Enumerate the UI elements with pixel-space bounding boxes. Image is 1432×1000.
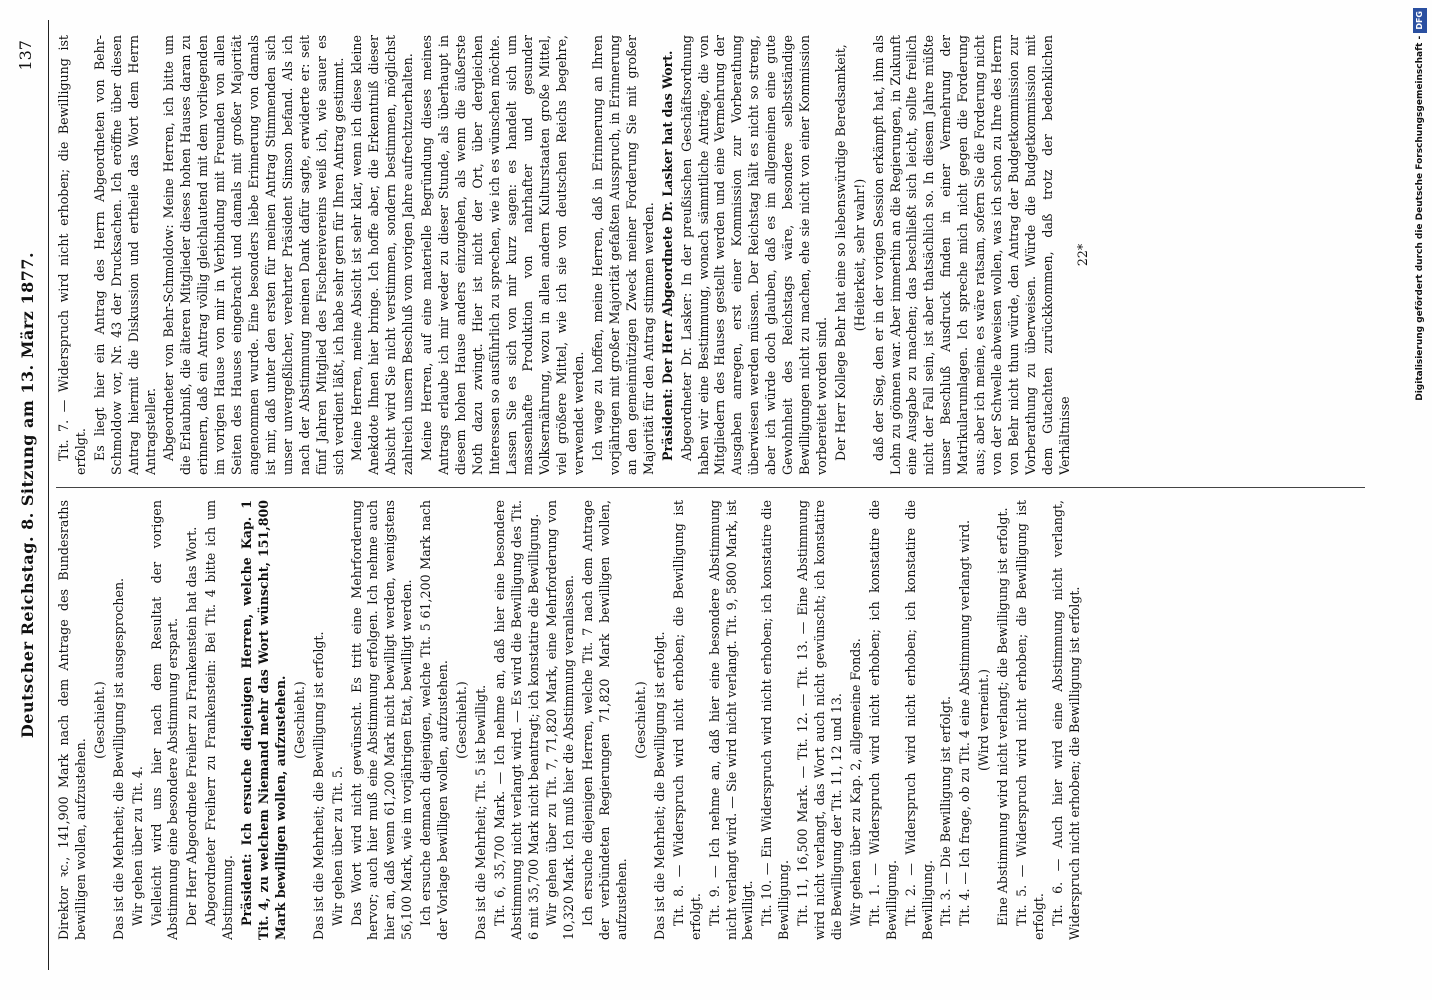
paragraph: Wir gehen über zu Tit. 7, 71,820 Mark, eine Mehrforderung von 10,320 Mark. Ich muß hier die Abstimmung veranlassen.: [544, 500, 577, 940]
paragraph: Das Wort wird nicht gewünscht. Es tritt eine Mehrforderung hervor; auch hier muß eine Abstimmung erfolgen. Ich nehme auch hier an, daß wenn 61,200 Mark nicht bewilligt werden, wenigstens 56,100 Mark, wie im vorjährigen Etat, bewilligt werden.: [348, 500, 415, 940]
paragraph: Tit. 7. — Widerspruch wird nicht erhoben; die Bewilligung ist erfolgt.: [56, 35, 88, 475]
paragraph: Tit. 8. — Widerspruch wird nicht erhoben; die Bewilligung ist erfolgt.: [670, 500, 703, 940]
page-header: [10, 20, 46, 970]
paragraph: 22*: [1075, 243, 1091, 267]
paragraph: Tit. 6. — Auch hier wird eine Abstimmung nicht verlangt, Widerspruch nicht erhoben; die Bewilligung ist erfolgt.: [1049, 500, 1082, 940]
text-columns: [56, 20, 1365, 940]
paragraph: Das ist die Mehrheit; die Bewilligung ist erfolgt.: [651, 631, 667, 940]
credit-text: Digitalisierung gefördert durch die Deutsche Forschungsgemeinschaft -: [1415, 35, 1425, 401]
paragraph: Präsident: Ich ersuche diejenigen Herren, welche Kap. 1 Tit. 4, zu welchem Niemand mehr das Wort wünscht, 151,800 Mark bewilligen wollen, aufzustehen.: [239, 500, 288, 940]
paragraph: (Heiterkeit, sehr wahr!): [851, 178, 867, 332]
paragraph: Eine Abstimmung wird nicht verlangt; die Bewilligung ist erfolgt.: [995, 507, 1011, 926]
paragraph: Tit. 9. — Ich nehme an, daß hier eine besondere Abstimmung nicht verlangt wird. — Sie wird nicht verlangt. Tit. 9, 5800 Mark, ist bewilligt.: [706, 500, 756, 940]
paragraph: Das ist die Mehrheit; Tit. 5 ist bewilligt.: [472, 684, 488, 940]
paragraph: Abgeordneter Dr. Lasker: In der preußischen Geschäftsordnung haben wir eine Bestimmung, wonach sämmtliche Anträge, die von Mitgliedern des Hauses gestellt werden und eine Vermehrung der Ausgaben anregen, erst einer Kommission zur Vorberathung überwiesen werden müssen. Der Reichstag hält es nicht so streng, aber ich würde doch glauben, daß es im allgemeinen eine gute Gewohnheit des Reichstags wäre, besondere selbstständige Bewilligungen nicht zu machen, ehe sie nicht von einer Kommission vorbereitet worden sind.: [678, 35, 829, 475]
side-credit-strip: [1407, 0, 1432, 1000]
header-rule: [48, 20, 49, 970]
paragraph: Tit. 6, 35,700 Mark. — Ich nehme an, daß hier eine besondere Abstimmung nicht verlangt wird. — Es wird die Bewilligung des Tit. 6 mit 35,700 Mark nicht beantragt; ich konstatire die Bewilligung.: [491, 500, 541, 940]
paragraph: Tit. 1. — Widerspruch wird nicht erhoben; ich konstatire die Bewilligung.: [866, 500, 899, 940]
paragraph: Ich wage zu hoffen, meine Herren, daß in Erinnerung an Ihren vorjährigen mit großer Majorität gefaßten Ausspruch, in Erinnerung an den gemeinnützigen Zweck meiner Forderung Sie mit großer Majorität für den Antrag stimmen werden.: [590, 35, 656, 475]
paragraph: (Geschieht.): [453, 681, 469, 759]
paragraph: Der Herr Abgeordnete Freiherr zu Frankenstein hat das Wort.: [184, 526, 200, 926]
paragraph: Tit. 4. — Ich frage, ob zu Tit. 4 eine Abstimmung verlangt wird.: [957, 519, 973, 926]
digitization-credit: [1413, 0, 1432, 1000]
paragraph: Wir gehen über zu Tit. 5.: [329, 766, 345, 926]
paragraph: Tit. 11, 16,500 Mark. — Tit. 12. — Tit. 13. — Eine Abstimmung wird nicht verlangt, das Wort auch nicht gewünscht; ich konstatire die Bewilligung der Tit. 11, 12 und 13.: [795, 500, 844, 940]
paragraph: Tit. 2. — Widerspruch wird nicht erhoben; ich konstatire die Bewilligung.: [902, 500, 935, 940]
column-separator: [56, 487, 1365, 488]
paragraph: Das ist die Mehrheit; die Bewilligung ist erfolgt.: [310, 631, 326, 940]
paragraph: (Wird verneint.): [976, 668, 992, 772]
paragraph: Der Herr Kollege Behr hat eine so liebenswürdige Beredsamkeit,: [832, 44, 848, 461]
paragraph: Ich ersuche diejenigen Herren, welche Tit. 7 nach dem Antrage der verbündeten Regierungen 71,820 Mark bewilligen wollen, aufzustehen.: [580, 500, 630, 940]
paragraph: Abgeordneter von Behr-Schmoldow: Meine Herren, ich bitte um die Erlaubniß, die älteren Mitglieder dieses hohen Hauses daran zu erinnern, daß ein Antrag völlig gleichlautend mit dem vorliegenden im vorigen Hause von mir in Verbindung mit Freunden von allen Seiten des Hauses eingebracht und damals mit großer Majorität angenommen wurde. Eine besonders liebe Erinnerung von damals ist mir, daß unter den ersten für meinen Antrag Stimmenden sich unser unvergeßlicher, verehrter Präsident Simson befand. Als ich nach der Abstimmung meinen Dank dafür sagte, erwiderte er: seit fünf Jahren Mitglied des Fischereivereins weiß ich, wie sauer es sich verdient läßt, ich habe sehr gern für Ihren Antrag gestimmt.: [161, 35, 346, 475]
paragraph: (Geschieht.): [633, 681, 648, 759]
dfg-logo: DFG: [1413, 8, 1427, 33]
paragraph: Wir gehen über zu Kap. 2, allgemeine Fonds.: [847, 638, 863, 926]
paragraph: Vielleicht wird uns hier nach dem Resultat der vorigen Abstimmung eine besondere Abstimmung erspart.: [148, 500, 181, 940]
page-header-title: Deutscher Reichstag. 8. Sitzung am 13. März 1877.: [18, 251, 37, 739]
paragraph: Tit. 3. — Die Bewilligung ist erfolgt.: [938, 695, 954, 926]
page-number: 137: [16, 40, 35, 71]
paragraph: Meine Herren, meine Absicht ist sehr klar, wenn ich diese kleine Anekdote Ihnen hier bringe. Ich hoffe aber, die Erkenntniß dieser Absicht wird Sie nicht verstimmen, sondern bestimmen, möglichst zahlreich unsern Beschluß vom vorigen Jahre aufrechtzuerhalten.: [349, 35, 416, 475]
paragraph: Tit. 10. — Ein Widerspruch wird nicht erhoben; ich konstatire die Bewilligung.: [759, 500, 792, 940]
paragraph: Ich ersuche demnach diejenigen, welche Tit. 5 61,200 Mark nach der Vorlage bewilligen wollen, aufzustehen.: [418, 500, 451, 940]
left-column: [56, 500, 1365, 940]
paragraph: Wir gehen über zu Tit. 4.: [129, 766, 145, 926]
paragraph: Meine Herren, auf eine materielle Begründung dieses meines Antrags erlaube ich mir weder zu dieser Stunde, als überhaupt in diesem hohen Hause anders einzugehen, als wenn die äußerste Noth dazu zwingt. Hier ist nicht der Ort, über dergleichen Interessen so ausführlich zu sprechen, wie ich es wünschen möchte. Lassen Sie es sich von mir kurz sagen: es handelt sich um massenhafte Produktion von nahrhafter und gesunder Volksernährung, wozu in allen andern Kulturstaaten große Mittel, viel größere Mittel, wie ich sie von deutschen Reichs begehre, verwendet werden.: [419, 35, 587, 475]
paragraph: (Geschieht.): [291, 681, 307, 759]
paragraph: daß der Sieg, den er in der vorigen Session erkämpft hat, ihm als Lohn zu gönnen war. Aber immerhin an die Regierungen, in Zukunft eine Ausgabe zu machen; das beschließt sich leicht, sollte freilich nicht der Fall sein, ist aber thatsächlich so. In diesem Jahre müßte unser Beschluß Ausdruck finden in einer Vermehrung der Matrikularumlagen. Ich spreche mich nicht gegen die Forderung aus; aber ich meine, es wäre ratsam, sofern Sie die Forderung nicht von der Schwelle abweisen wollen, was ich schon zu Ihre des Herrn von Behr nicht thun würde, den Antrag der Budgetkommission zur Vorberathung zu überweisen. Würde die Budgetkommission mit dem Gutachten zurückkommen, daß trotz der bedenklichen Verhältnisse: [870, 35, 1072, 475]
paragraph: Das ist die Mehrheit; die Bewilligung ist ausgesprochen.: [110, 577, 126, 940]
paragraph: Abgeordneter Freiherr zu Frankenstein: Bei Tit. 4 bitte ich um Abstimmung.: [203, 500, 236, 940]
paragraph: Tit. 5. — Widerspruch wird nicht erhoben; die Bewilligung ist erfolgt.: [1014, 500, 1046, 940]
paragraph: Direktor ꝛc., 141,900 Mark nach dem Antrage des Bundesraths bewilligen wollen, aufzustehen.: [56, 500, 88, 940]
paragraph: Präsident: Der Herr Abgeordnete Dr. Lasker hat das Wort.: [659, 50, 675, 461]
paragraph: (Geschieht.): [91, 681, 107, 759]
right-column: [56, 35, 1365, 475]
paragraph: Es liegt hier ein Antrag des Herrn Abgeordneten von Behr-Schmoldow vor, Nr. 43 der Drucksachen. Ich eröffne über diesen Antrag hiermit die Diskussion und ertheile das Wort dem Herrn Antragsteller.: [91, 35, 158, 475]
